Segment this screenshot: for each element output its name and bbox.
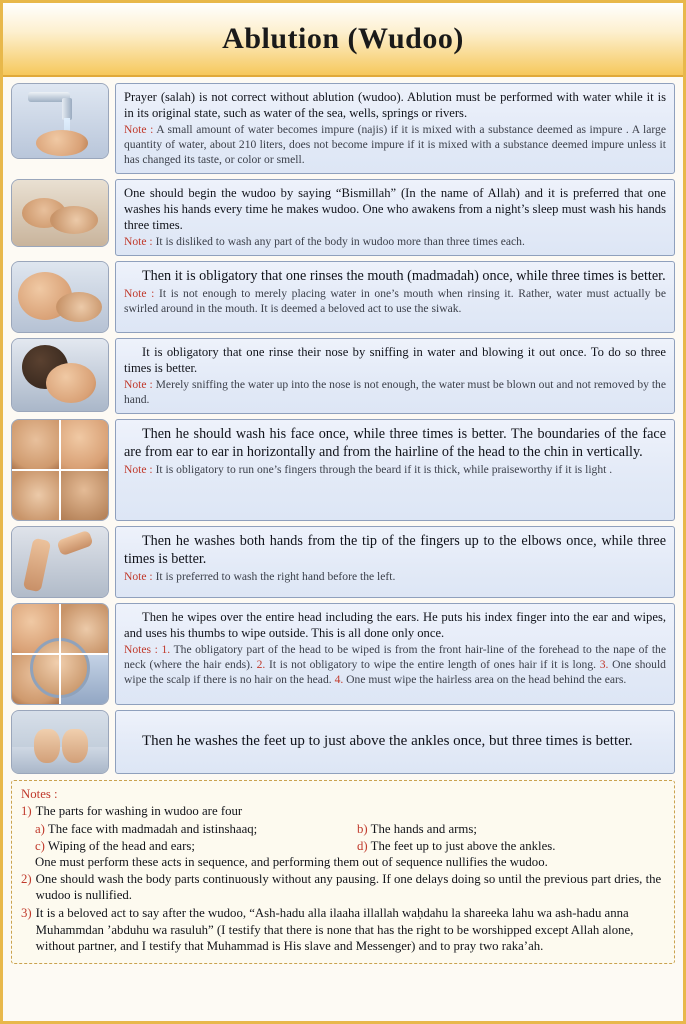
subitem-text: The feet up to just above the ankles. <box>370 838 556 853</box>
step-row <box>11 526 675 598</box>
note-label: Note : <box>124 287 155 301</box>
note-item <box>21 871 665 904</box>
note-label: Note : <box>124 463 153 477</box>
step-row <box>11 179 675 256</box>
rinsing-mouth-illustration <box>11 261 109 333</box>
subitem-letter: a) <box>35 821 45 836</box>
note-number: 1) <box>21 804 32 819</box>
note-item <box>21 803 665 820</box>
note-subitem <box>343 838 665 855</box>
subitem-text: Wiping of the head and ears; <box>47 838 195 853</box>
subitem-text: The hands and arms; <box>370 821 477 836</box>
numbered-note-text: It is not obligatory to wipe the entire length of ones hair if it is long. <box>268 657 597 671</box>
numbered-note-index: 1. <box>161 642 171 656</box>
tap-water-illustration <box>11 83 109 159</box>
note-label: Notes : <box>124 642 158 656</box>
note-text: It is obligatory to run one’s fingers through the beard if it is thick, while praiseworthy if it is light . <box>155 463 613 477</box>
wiping-head-illustration <box>11 603 109 705</box>
step-main-text: Then he wipes over the entire head including the ears. He puts his index finger into the ear and wipes, and uses his thumbs to wipe outside. This is all done only once. <box>124 609 666 640</box>
step-row <box>11 710 675 774</box>
note-subitems <box>21 821 665 854</box>
step-row <box>11 338 675 414</box>
notes-title: Notes : <box>21 786 58 801</box>
washing-feet-illustration <box>11 710 109 774</box>
steps-list <box>3 77 683 774</box>
note-text: It is a beloved act to say after the wudoo, “Ash-hadu alla ilaaha illallah waḥdahu la shareeka lahu wa ash-hadu anna Muhammdan ’abduhu wa rasuluh” (I testify that there is none that has the right to be worshipped except Allah alone, without partner, and I testify that Muhammad is His slave and Messenger) and to pray two raka’ah. <box>35 906 634 954</box>
note-item <box>21 905 665 955</box>
note-text: It is preferred to wash the right hand before the left. <box>155 570 396 584</box>
sniffing-nose-illustration <box>11 338 109 412</box>
step-text <box>115 261 675 333</box>
step-text <box>115 338 675 414</box>
step-main-text: One should begin the wudoo by saying “Bismillah” (In the name of Allah) and it is preferred that one washes his hands every time he makes wudoo. One who awakens from a night’s sleep must wash his hands three times. <box>124 185 666 232</box>
step-main-text: Then he should wash his face once, while three times is better. The boundaries of the face are from ear to ear in horizontally and from the hairline of the head to the chin in vertically. <box>124 425 666 460</box>
numbered-note-text: One must wipe the hairless area on the head behind the ears. <box>346 672 627 686</box>
note-label: Note : <box>124 123 154 137</box>
step-text <box>115 83 675 174</box>
step-text <box>115 179 675 256</box>
step-text <box>115 710 675 774</box>
note-text: One should wash the body parts continuously without any pausing. If one delays doing so until the previous part dries, the wudoo is nullified. <box>35 871 662 903</box>
numbered-note-index: 4. <box>334 672 344 686</box>
step-main-text: Then he washes both hands from the tip of the fingers up to the elbows once, while three times is better. <box>124 532 666 567</box>
step-row <box>11 261 675 333</box>
step-row <box>11 83 675 174</box>
note-text: Merely sniffing the water up into the nose is not enough, the water must be blown out and not removed by the hand. <box>124 378 667 406</box>
note-number: 3) <box>21 906 32 921</box>
step-main-text: Prayer (salah) is not correct without ablution (wudoo). Ablution must be performed with water while it is in its original state, such as water of the sea, wells, springs or rivers. <box>124 90 666 121</box>
washing-face-illustration <box>11 419 109 521</box>
note-text: The parts for washing in wudoo are four <box>35 804 243 819</box>
note-text: It is disliked to wash any part of the body in wudoo more than three times each. <box>155 235 525 249</box>
notes-section <box>11 780 675 964</box>
numbered-note-text: One should wipe the scalp if there is no hair on the head. <box>124 657 666 686</box>
step-main-text: Then it is obligatory that one rinses the mouth (madmadah) once, while three times is better. <box>142 267 666 284</box>
note-number: 2) <box>21 871 32 886</box>
step-row <box>11 603 675 705</box>
step-text <box>115 526 675 598</box>
washing-hands-illustration <box>11 179 109 247</box>
note-text: It is not enough to merely placing water in one’s mouth when rinsing it. Rather, water must actually be swirled around in the mouth. It is deemed a beloved act to use the siwak. <box>124 287 666 315</box>
step-row <box>11 419 675 521</box>
page-title: Ablution (Wudoo) <box>222 22 464 55</box>
step-text <box>115 419 675 521</box>
note-subitem <box>21 838 343 855</box>
washing-arms-illustration <box>11 526 109 598</box>
subitem-text: The face with madmadah and istinshaaq; <box>47 821 258 836</box>
step-main-text: Then he washes the feet up to just above the ankles once, but three times is better. <box>142 733 633 750</box>
numbered-note-text: The obligatory part of the head to be wiped is from the front hair-line of the forehead to the nape of the neck (where the hair ends). <box>124 642 666 671</box>
note-label: Note : <box>124 378 153 392</box>
note-subitem <box>21 821 343 838</box>
subitem-letter: c) <box>35 838 45 853</box>
subitem-letter: b) <box>357 821 368 836</box>
note-label: Note : <box>124 235 153 249</box>
note-text: A small amount of water becomes impure (najis) if it is mixed with a substance deemed as impure . A large quantity of water, about 210 liters, does not become impure if it is mixed with a substance deemed impure unless it has changed its taste, or color or smell. <box>124 123 667 166</box>
note-subitem <box>343 821 665 838</box>
step-main-text: It is obligatory that one rinse their nose by sniffing in water and blowing it out once. To do so three times is better. <box>124 344 666 375</box>
note-continuation: One must perform these acts in sequence, and performing them out of sequence nullifies the wudoo. <box>35 855 548 870</box>
step-text <box>115 603 675 705</box>
numbered-note-index: 3. <box>599 657 609 671</box>
page-header <box>3 3 683 77</box>
subitem-letter: d) <box>357 838 368 853</box>
numbered-note-index: 2. <box>256 657 266 671</box>
note-label: Note : <box>124 570 153 584</box>
